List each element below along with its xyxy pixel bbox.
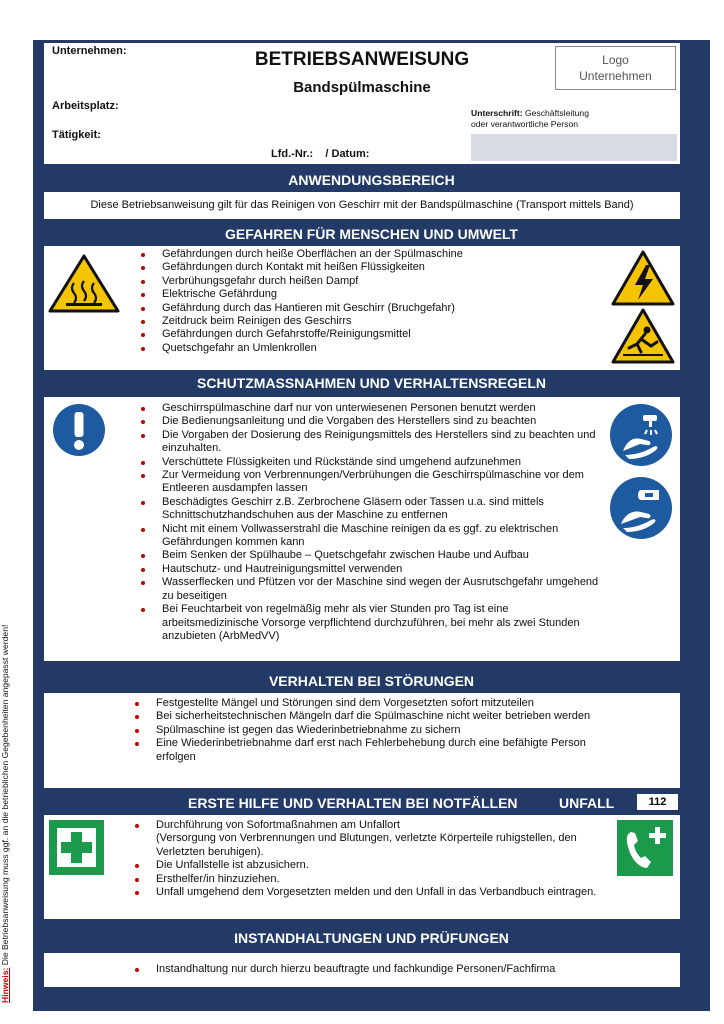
first-aid-item: Unfall umgehend dem Vorgesetzten melden und den Unfall in das Verbandbuch eintragen. [132,886,610,899]
first-aid-icon [49,820,104,875]
first-aid-item: Die Unfallstelle ist abzusichern. [132,859,610,872]
logo-line-1: Logo [602,53,629,67]
measure-item: Bei Feuchtarbeit von regelmäßig mehr als vier Stunden pro Tag ist eine arbeitsmedizinische Vorsorge verpflichtend durchzuführen, bei mehr als zwei Stunden anzubieten (ArbMedVV) [138,603,608,643]
slippery-floor-warning-icon [611,308,675,364]
section-title-maintenance: INSTANDHALTUNGEN UND PRÜFUNGEN [234,930,509,946]
measure-item: Wasserflecken und Pfützen vor der Maschine sind wegen der Ausrutschgefahr umgehend zu beseitigen [138,576,608,603]
maintenance-list-wrap [132,963,662,976]
company-label: Unternehmen: [52,45,127,57]
hazard-item: Gefährdungen durch Gefahrstoffe/Reinigungsmittel [138,328,608,341]
first-aid-item: Durchführung von Sofortmaßnahmen am Unfallort (Versorgung von Verbrennungen und Blutungen, verletzte Körperteile ruhigstellen, den Verletzten beruhigen). [132,819,610,859]
measure-item: Beschädigtes Geschirr z.B. Zerbrochene Gläsern oder Tassen u.a. sind mittels Schnittschutzhandschuhen aus der Maschine zu entfernen [138,496,608,523]
measure-item: Beim Senken der Spülhaube – Quetschgefahr zwischen Haube und Aufbau [138,549,608,562]
wash-hands-icon [609,403,673,467]
measure-item: Verschüttete Flüssigkeiten und Rückstände sind umgehend aufzunehmen [138,456,608,469]
first-aid-title: ERSTE HILFE UND VERHALTEN BEI NOTFÄLLEN [188,795,518,811]
electricity-warning-icon [611,250,675,306]
measure-item: Die Vorgaben der Dosierung des Reinigungsmittels des Herstellers sind zu beachten und einzuhalten. [138,429,608,456]
emergency-number-badge: 112 [637,794,678,810]
malfunctions-list-wrap [132,697,612,764]
maintenance-item: Instandhaltung nur durch hierzu beauftragte und fachkundige Personen/Fachfirma [132,963,662,976]
company-logo-placeholder [555,46,676,90]
general-mandatory-icon [52,403,106,457]
accident-label: UNFALL [559,795,615,811]
measures-list-wrap [138,402,608,643]
malfunction-item: Eine Wiederinbetriebnahme darf erst nach Fehlerbehebung durch eine befähigte Person erfolgen [132,737,612,764]
document-title: BETRIEBSANWEISUNG [254,49,470,70]
section-title-measures: SCHUTZMASSNAHMEN UND VERHALTENSREGELN [197,375,546,391]
hazard-item: Gefährdungen durch Kontakt mit heißen Flüssigkeiten [138,261,608,274]
hazard-item: Verbrühungsgefahr durch heißen Dampf [138,275,608,288]
workplace-label: Arbeitsplatz: [52,100,119,112]
measure-item: Zur Vermeidung von Verbrennungen/Verbrühungen die Geschirrspülmaschine vor dem Entleeren ausdampfen lassen [138,469,608,496]
scope-text: Diese Betriebsanweisung gilt für das Reinigen von Geschirr mit der Bandspülmaschine (Transport mittels Band) [90,199,634,211]
emergency-phone-icon [617,820,673,876]
section-title-malfunctions: VERHALTEN BEI STÖRUNGEN [268,673,475,689]
measure-item: Hautschutz- und Hautreinigungsmittel verwenden [138,563,608,576]
hazard-item: Quetschgefahr an Umlenkrollen [138,342,608,355]
signature-text-2: oder verantwortliche Person [471,119,578,129]
hand-protection-cream-icon [609,476,673,540]
hazard-item: Gefährdungen durch heiße Oberflächen an der Spülmaschine [138,248,608,261]
first-aid-item: Ersthelfer/in hinzuziehen. [132,873,610,886]
side-note-hint: Hinweis: [0,967,10,1003]
malfunction-item: Festgestellte Mängel und Störungen sind dem Vorgesetzten sofort mitzuteilen [132,697,612,710]
malfunction-item: Bei sicherheitstechnischen Mängeln darf die Spülmaschine nicht weiter betrieben werden [132,710,612,723]
first-aid-list-wrap [132,819,610,899]
activity-label: Tätigkeit: [52,129,101,141]
hazard-item: Zeitdruck beim Reinigen des Geschirrs [138,315,608,328]
hazard-item: Gefährdung durch das Hantieren mit Geschirr (Bruchgefahr) [138,302,608,315]
hazards-list-wrap [138,248,608,355]
signature-label [471,108,589,130]
signature-text: Geschäftsleitung [522,108,589,118]
hot-surface-warning-icon [48,253,120,313]
hazard-item: Elektrische Gefährdung [138,288,608,301]
measure-item: Nicht mit einem Vollwasserstrahl die Maschine reinigen da es ggf. zu elektrischen Gefährdungen kommen kann [138,523,608,550]
malfunction-item: Spülmaschine ist gegen das Wiederinbetriebnahme zu sichern [132,724,612,737]
side-note-text: Die Betriebsanweisung muss ggf. an die betrieblichen Gegebenheiten angepasst werden! [0,624,10,968]
number-date-label: Lfd.-Nr.: / Datum: [271,148,370,160]
section-title-scope: ANWENDUNGSBEREICH [288,172,455,188]
side-note [0,533,10,1003]
document-subtitle: Bandspülmaschine [293,79,431,96]
section-title-first-aid [33,792,710,814]
signature-label-bold: Unterschrift: [471,108,523,118]
signature-field[interactable] [471,134,677,161]
measure-item: Die Bedienungsanleitung und die Vorgaben des Herstellers sind zu beachten [138,415,608,428]
logo-line-2: Unternehmen [579,69,652,83]
measure-item: Geschirrspülmaschine darf nur von unterwiesenen Personen benutzt werden [138,402,608,415]
section-title-hazards: GEFAHREN FÜR MENSCHEN UND UMWELT [225,226,518,242]
